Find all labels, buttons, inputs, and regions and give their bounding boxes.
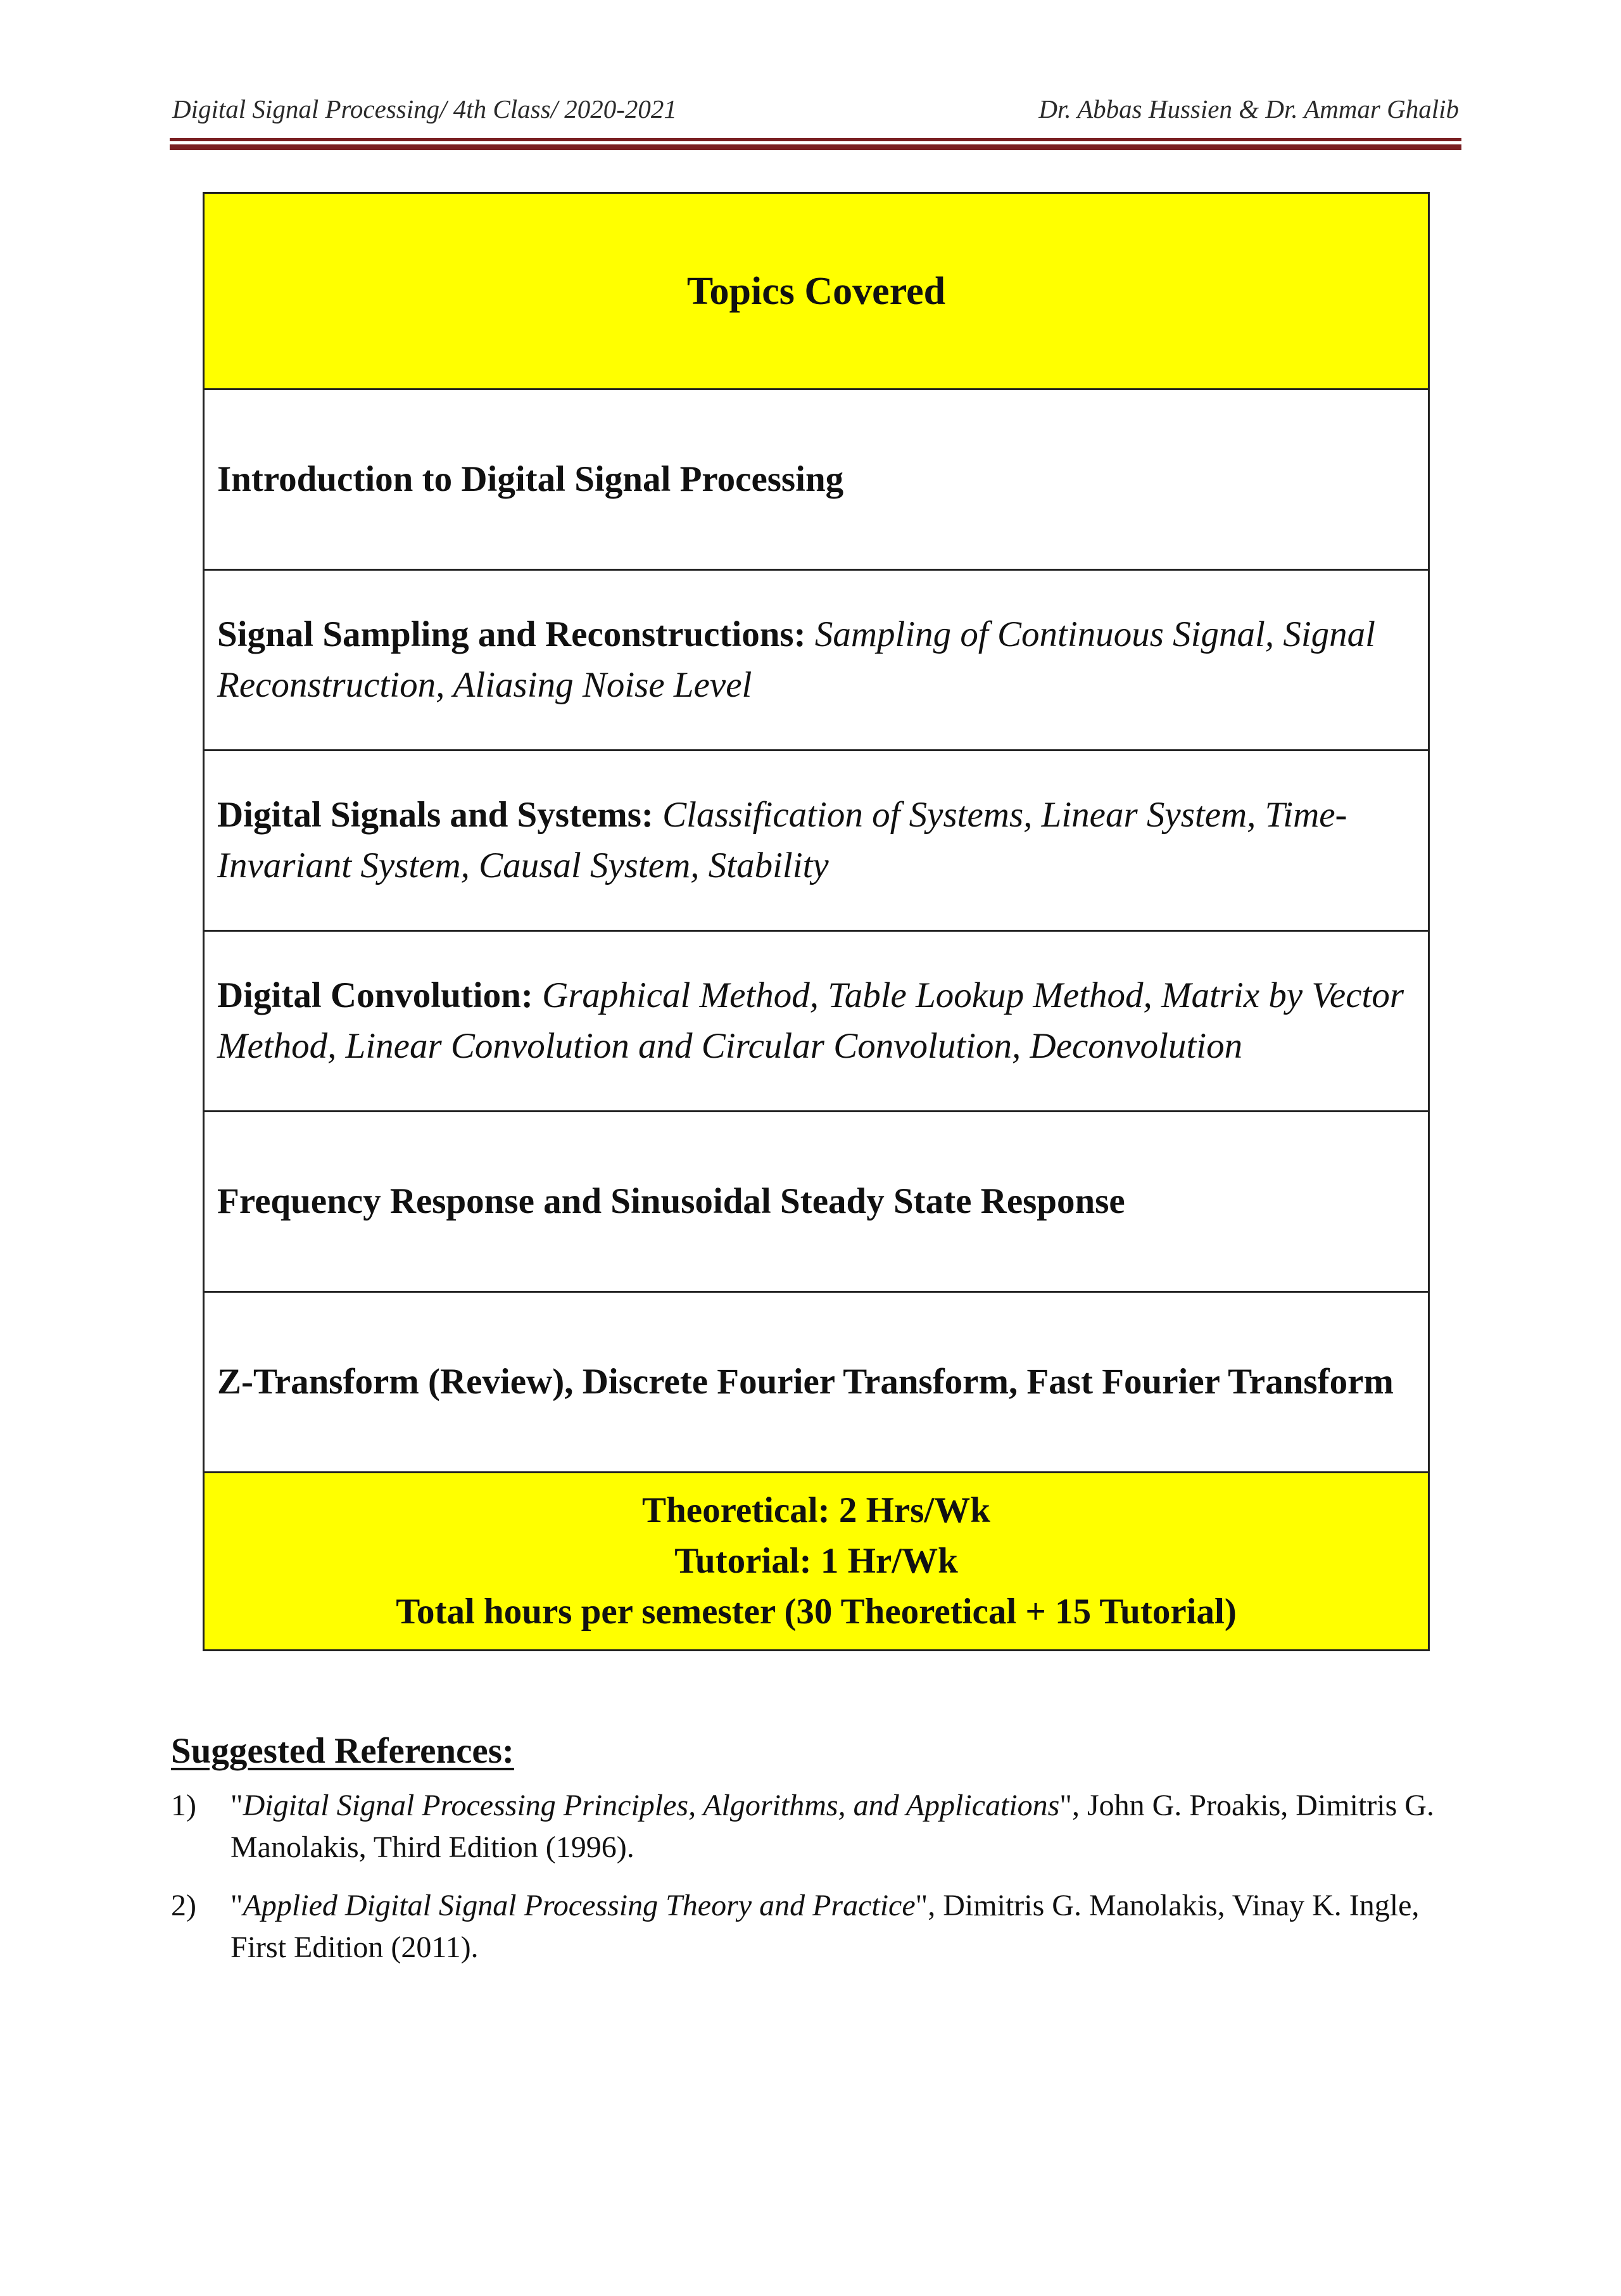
topic-title: Digital Convolution: <box>217 975 533 1015</box>
reference-number: 1) <box>171 1789 196 1822</box>
header-rule-thin <box>170 138 1461 141</box>
header-authors: Dr. Abbas Hussien & Dr. Ammar Ghalib <box>1038 94 1459 124</box>
topic-details: Classification of Systems, Linear System, Time-Invariant System, Causal System, Stability <box>217 795 1347 885</box>
table-heading: Topics Covered <box>686 269 946 313</box>
topic-title: Digital Signals and Systems: <box>217 795 653 835</box>
table-heading-row <box>205 194 1428 388</box>
reference-number: 2) <box>171 1889 196 1922</box>
topic-title: Signal Sampling and Reconstructions: <box>217 614 806 654</box>
total-hours: Total hours per semester (30 Theoretical + 15 Tutorial) <box>396 1592 1237 1632</box>
reference-item <box>171 1785 1463 1868</box>
topic-row <box>205 749 1428 930</box>
page-header <box>172 94 1459 132</box>
topic-row <box>205 569 1428 749</box>
references-heading: Suggested References: <box>171 1731 514 1771</box>
reference-citation: ", John G. Proakis, Dimitris G. Manolakis, Third Edition (1996). <box>230 1789 1434 1864</box>
topic-title: Z-Transform (Review), Discrete Fourier Transform, Fast Fourier Transform <box>217 1362 1394 1402</box>
reference-title: Digital Signal Processing Principles, Algorithms, and Applications <box>243 1789 1060 1822</box>
reference-open-quote: " <box>230 1789 243 1822</box>
topic-row <box>205 930 1428 1110</box>
reference-title: Applied Digital Signal Processing Theory and Practice <box>243 1889 916 1922</box>
topic-details: Graphical Method, Table Lookup Method, Matrix by Vector Method, Linear Convolution and Circular Convolution, Deconvolution <box>217 975 1404 1066</box>
header-course-info: Digital Signal Processing/ 4th Class/ 2020-2021 <box>172 94 677 124</box>
theoretical-hours: Theoretical: 2 Hrs/Wk <box>642 1490 990 1530</box>
topic-title: Introduction to Digital Signal Processing <box>217 459 844 499</box>
topic-row <box>205 388 1428 569</box>
tutorial-hours: Tutorial: 1 Hr/Wk <box>674 1541 958 1581</box>
reference-citation: ", Dimitris G. Manolakis, Vinay K. Ingle, First Edition (2011). <box>230 1889 1420 1964</box>
topic-row <box>205 1110 1428 1291</box>
reference-item <box>171 1885 1463 1969</box>
topic-details: Sampling of Continuous Signal, Signal Reconstruction, Aliasing Noise Level <box>217 614 1375 705</box>
topics-table <box>203 192 1430 1651</box>
topic-title: Frequency Response and Sinusoidal Steady State Response <box>217 1181 1125 1221</box>
header-rule-thick <box>170 144 1461 150</box>
references-list <box>171 1785 1463 1985</box>
topic-row <box>205 1291 1428 1471</box>
reference-open-quote: " <box>230 1889 243 1922</box>
hours-summary-row <box>205 1471 1428 1649</box>
